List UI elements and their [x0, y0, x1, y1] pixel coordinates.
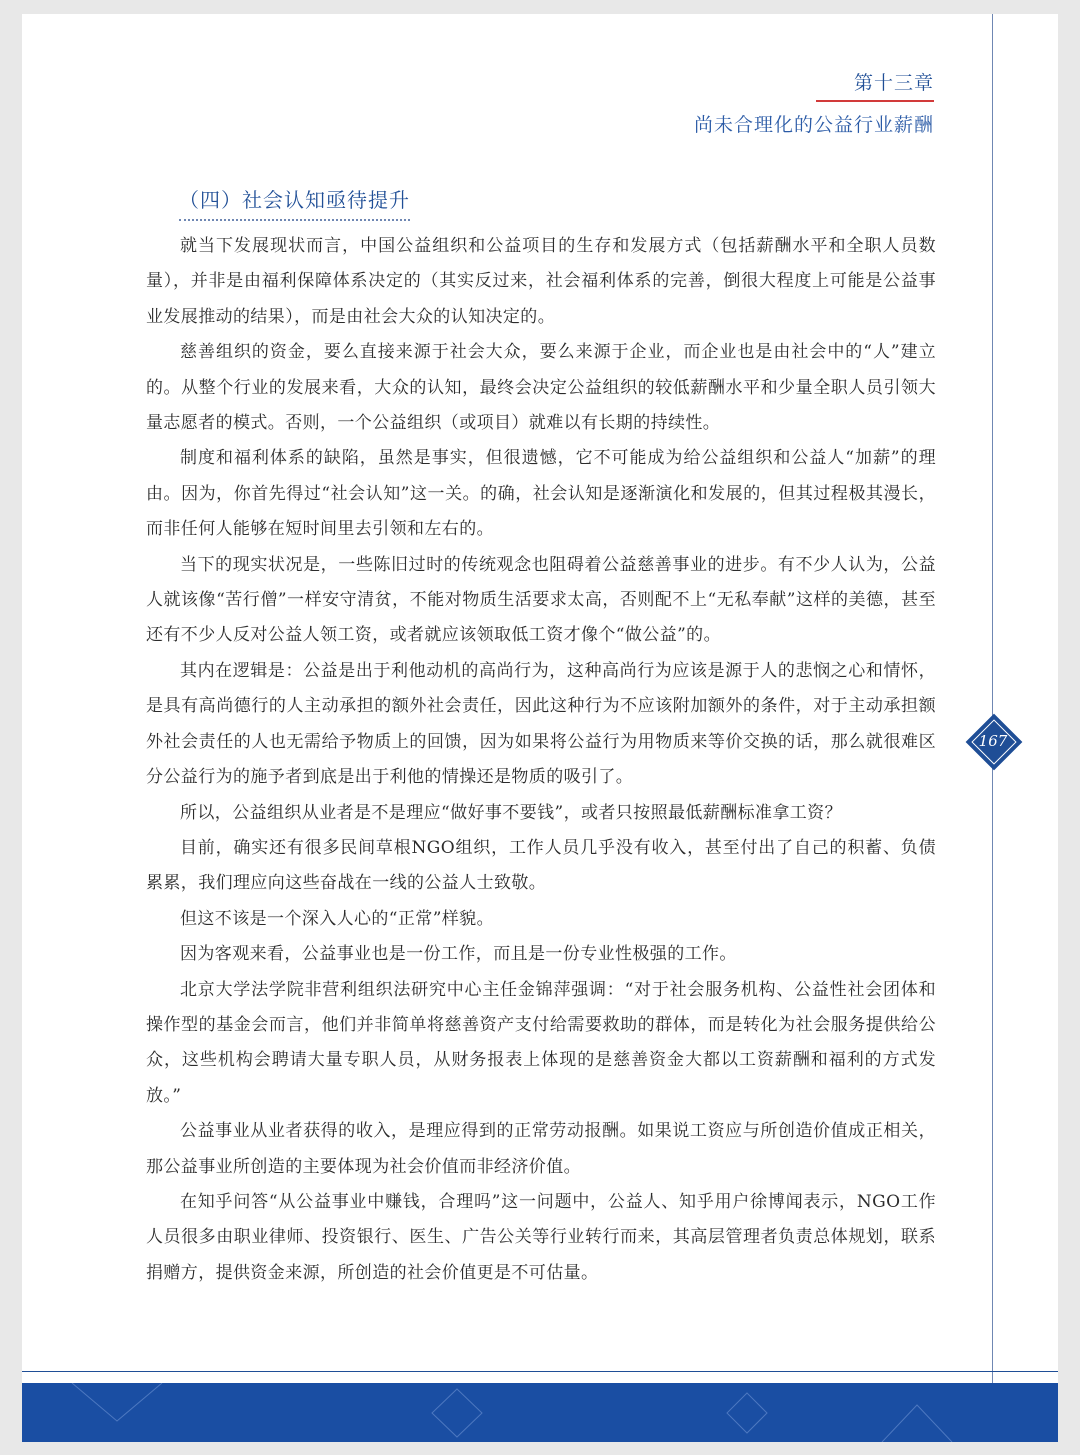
paragraph: 当下的现实状况是，一些陈旧过时的传统观念也阻碍着公益慈善事业的进步。有不少人认为，公益人就该像“苦行僧”一样安守清贫，不能对物质生活要求太高，否则配不上“无私奉献”这样的美德，甚至还有不少人反对公益人领工资，或者就应该领取低工资才像个“做公益”的。 — [146, 554, 936, 646]
paragraph: 但这不该是一个深入人心的“正常”样貌。 — [180, 908, 494, 929]
book-page — [22, 14, 1058, 1442]
footer-rule — [22, 1371, 1058, 1372]
paragraph: 在知乎问答“从公益事业中赚钱，合理吗”这一问题中，公益人、知乎用户徐博闻表示，NGO工作人员很多由职业律师、投资银行、医生、广告公关等行业转行而来，其高层管理者负责总体规划，联系捐赠方，提供资金来源，所创造的社会价值更是不可估量。 — [146, 1191, 936, 1283]
paragraph: 慈善组织的资金，要么直接来源于社会大众，要么来源于企业，而企业也是由社会中的“人”建立的。从整个行业的发展来看，大众的认知，最终会决定公益组织的较低薪酬水平和少量全职人员引领大量志愿者的模式。否则，一个公益组织（或项目）就难以有长期的持续性。 — [146, 342, 936, 434]
paragraph: 公益事业从业者获得的收入，是理应得到的正常劳动报酬。如果说工资应与所创造价值成正相关，那公益事业所创造的主要体现为社会价值而非经济价值。 — [146, 1121, 936, 1177]
margin-rule — [992, 14, 993, 1384]
paragraph: 因为客观来看，公益事业也是一份工作，而且是一份专业性极强的工作。 — [180, 944, 737, 965]
page-number-badge — [974, 722, 1012, 760]
page-number: 167 — [978, 732, 1008, 750]
section-heading: （四）社会认知亟待提升 — [179, 184, 410, 221]
body-text — [146, 229, 936, 1291]
paragraph: 所以，公益组织从业者是不是理应“做好事不要钱”，或者只按照最低薪酬标准拿工资？ — [180, 802, 842, 823]
footer-pattern-icon — [22, 1383, 1058, 1442]
chapter-title: 尚未合理化的公益行业薪酬 — [693, 114, 934, 136]
paragraph: 北京大学法学院非营利组织法研究中心主任金锦萍强调：“对于社会服务机构、公益性社会团体和操作型的基金会而言，他们并非简单将慈善资产支付给需要救助的群体，而是转化为社会服务提供给公众，这些机构会聘请大量专职人员，从财务报表上体现的是慈善资金大都以工资薪酬和福利的方式发放。” — [146, 979, 936, 1106]
paragraph: 制度和福利体系的缺陷，虽然是事实，但很遗憾，它不可能成为给公益组织和公益人“加薪”的理由。因为，你首先得过“社会认知”这一关。的确，社会认知是逐渐演化和发展的，但其过程极其漫长，而非任何人能够在短时间里去引领和左右的。 — [146, 448, 936, 540]
paragraph: 其内在逻辑是：公益是出于利他动机的高尚行为，这种高尚行为应该是源于人的悲悯之心和情怀，是具有高尚德行的人主动承担的额外社会责任，因此这种行为不应该附加额外的条件，对于主动承担额外社会责任的人也无需给予物质上的回馈，因为如果将公益行为用物质来等价交换的话，那么就很难区分公益行为的施予者到底是出于利他的情操还是物质的吸引了。 — [146, 660, 936, 788]
footer-band — [22, 1383, 1058, 1442]
paragraph: 目前，确实还有很多民间草根NGO组织，工作人员几乎没有收入，甚至付出了自己的积蓄、负债累累，我们理应向这些奋战在一线的公益人士致敬。 — [146, 837, 936, 894]
paragraph: 就当下发展现状而言，中国公益组织和公益项目的生存和发展方式（包括薪酬水平和全职人员数量），并非是由福利保障体系决定的（其实反过来，社会福利体系的完善，倒很大程度上可能是公益事业发展推动的结果），而是由社会大众的认知决定的。 — [146, 236, 936, 327]
chapter-number: 第十三章 — [853, 72, 934, 94]
chapter-header — [694, 68, 934, 137]
chapter-divider — [816, 100, 934, 102]
